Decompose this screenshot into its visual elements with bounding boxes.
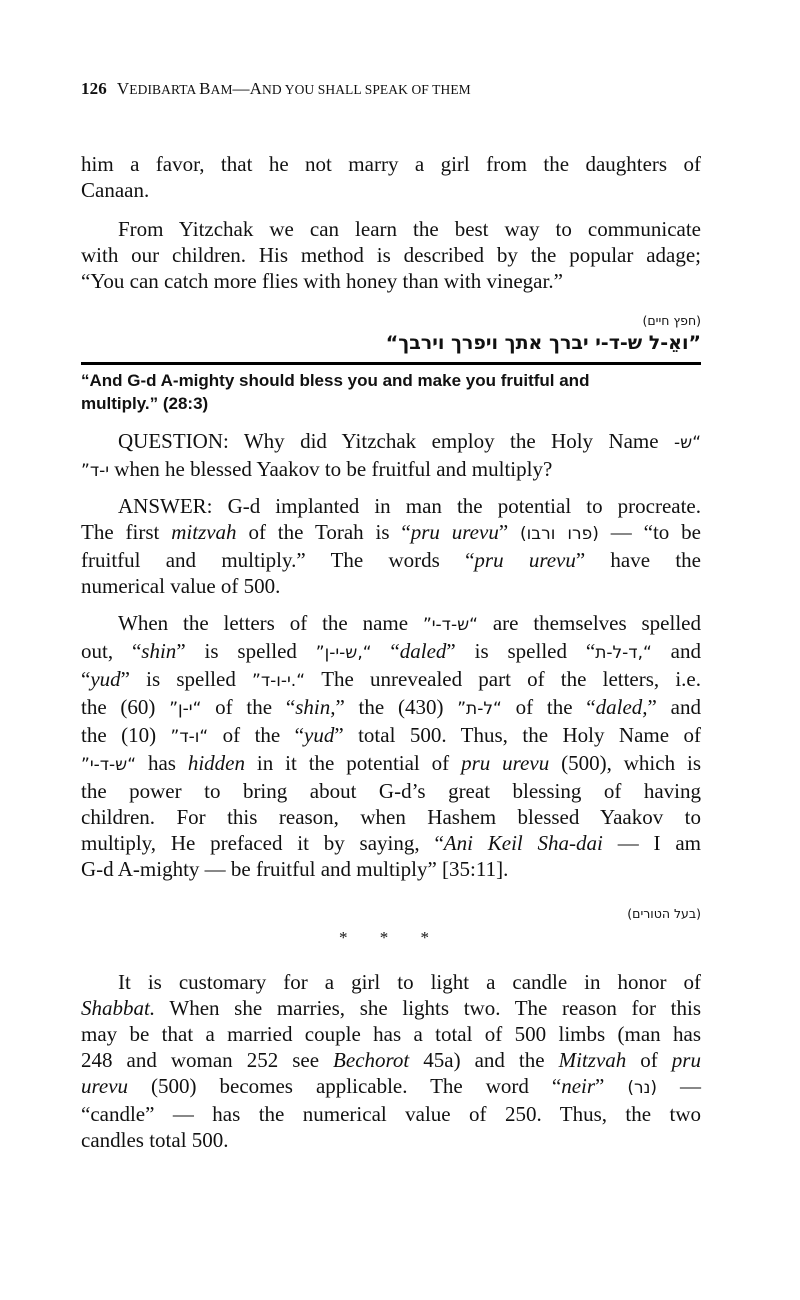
- paragraph-yitzchak: [81, 216, 701, 294]
- text-line: may be that a married couple has a total of 500 limbs (man has: [81, 1022, 701, 1046]
- text-line: It is customary for a girl to light a candle in honor of: [118, 970, 701, 994]
- page-number: 126: [81, 79, 107, 98]
- text-line: ”י-ד when he blessed Yaakov to be fruitful and multiply?: [81, 457, 553, 481]
- verse-hebrew-title: ”ואֵ-ל ש-ד-י יברך אתך ויפרך וירבך“: [385, 332, 701, 354]
- section-separator: * * *: [339, 928, 443, 947]
- text-line: with our children. His method is described by the popular adage;: [81, 243, 701, 267]
- source-citation-baal-haturim: (בעל הטורים): [627, 906, 701, 921]
- text-line: out, “shin” is spelled ”ש-י-ן,“ “daled” is spelled “ד-ל-ת,“ and: [81, 639, 701, 663]
- section-rule: [81, 362, 701, 365]
- paragraph-question: [81, 428, 701, 484]
- text-line: The first mitzvah of the Torah is “pru urevu” (פרו ורבו) — “to be: [81, 520, 701, 544]
- source-citation: (חפץ חיים): [642, 313, 701, 328]
- text-line: the (10) ”ו-ד“ of the “yud” total 500. Thus, the Holy Name of: [81, 723, 701, 747]
- paragraph-answer: [81, 493, 701, 599]
- text-line: urevu (500) becomes applicable. The word “neir” (נר) —: [81, 1074, 701, 1098]
- text-line: ANSWER: G-d implanted in man the potential to procreate.: [118, 494, 701, 518]
- text-line: candles total 500.: [81, 1128, 229, 1152]
- paragraph-continuation: [81, 151, 701, 203]
- text-line: “You can catch more flies with honey than with vinegar.”: [81, 269, 563, 293]
- text-line: the (60) ”י-ן“ of the “shin,” the (430) ”ל-ת“ of the “daled,” and: [81, 695, 701, 719]
- book-title: VEDIBARTA BAM—AND YOU SHALL SPEAK OF THEM: [116, 79, 471, 98]
- text-line: him a favor, that he not marry a girl from the daughters of: [81, 152, 701, 176]
- text-line: When the letters of the name ”ש-ד-י“ are themselves spelled: [118, 611, 701, 635]
- running-head: [81, 79, 471, 99]
- text-line: Shabbat. When she marries, she lights two. The reason for this: [81, 996, 701, 1020]
- verse-english-title: “And G-d A-mighty should bless you and make you fruitful and multiply.” (28:3): [81, 371, 590, 413]
- text-line: From Yitzchak we can learn the best way to communicate: [118, 217, 701, 241]
- text-line: G-d A-mighty — be fruitful and multiply” [35:11].: [81, 857, 509, 881]
- text-line: multiply, He prefaced it by saying, “Ani Keil Sha-dai — I am: [81, 831, 701, 855]
- text-line: children. For this reason, when Hashem blessed Yaakov to: [81, 805, 701, 829]
- text-line: “candle” — has the numerical value of 250. Thus, the two: [81, 1102, 701, 1126]
- paragraph-letters: [81, 610, 701, 882]
- text-line: numerical value of 500.: [81, 574, 281, 598]
- text-line: 248 and woman 252 see Bechorot 45a) and the Mitzvah of pru: [81, 1048, 701, 1072]
- text-line: ”ש-ד-י“ has hidden in it the potential of pru urevu (500), which is: [81, 751, 701, 775]
- text-line: QUESTION: Why did Yitzchak employ the Holy Name -ש“: [118, 429, 701, 453]
- text-line: Canaan.: [81, 178, 150, 202]
- text-line: the power to bring about G-d’s great blessing of having: [81, 779, 701, 803]
- text-line: fruitful and multiply.” The words “pru urevu” have the: [81, 548, 701, 572]
- text-line: “yud” is spelled ”י-ו-ד.“ The unrevealed part of the letters, i.e.: [81, 667, 702, 691]
- paragraph-candle: [81, 969, 701, 1153]
